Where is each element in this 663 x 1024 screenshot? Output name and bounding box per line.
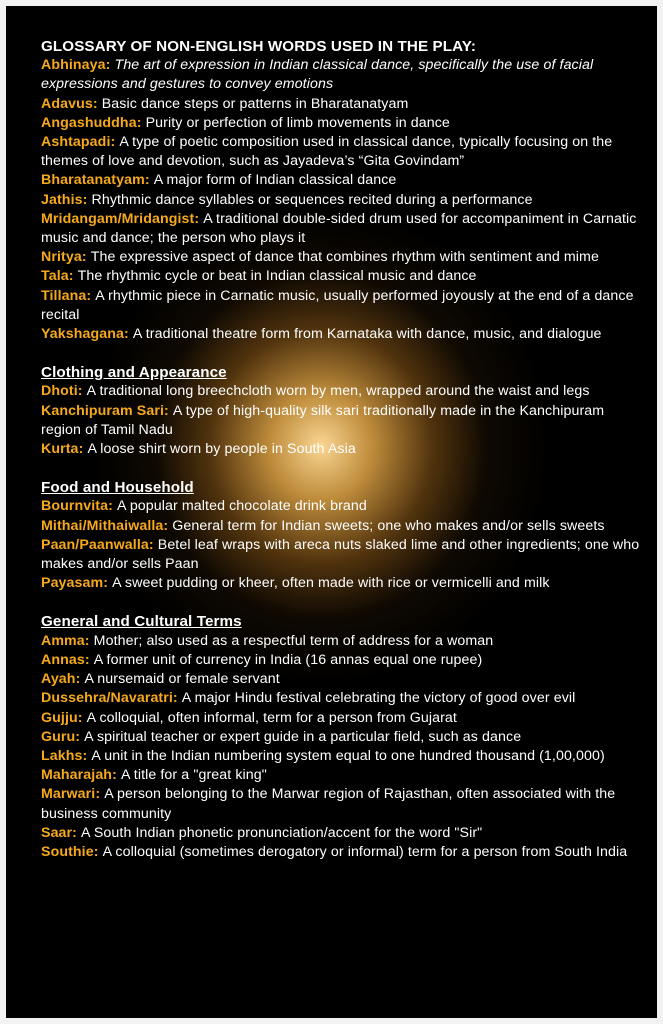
glossary-term: Abhinaya <box>41 57 106 74</box>
term-separator: : <box>72 824 82 841</box>
glossary-definition: A major form of Indian classical dance <box>153 172 397 189</box>
glossary-term: Kanchipuram Sari <box>41 402 165 419</box>
term-separator: : <box>68 268 78 285</box>
section-clothing-and-appearance <box>41 363 641 459</box>
glossary-entry-jathis <box>41 191 641 210</box>
glossary-entry-ayah <box>41 670 641 689</box>
glossary-definition: A unit in the Indian numbering system equal to one hundred thousand (1,00,000) <box>91 747 605 764</box>
glossary-term: Payasam <box>41 575 104 592</box>
glossary-definition: A nursemaid or female servant <box>84 671 280 688</box>
term-separator: : <box>81 249 91 266</box>
glossary-entry-bharatanatyam <box>41 171 641 190</box>
glossary-term: Lakhs <box>41 747 83 764</box>
term-separator: : <box>95 786 105 803</box>
glossary-entry-mithai-mithaiwalla <box>41 517 641 536</box>
glossary-entry-annas <box>41 651 641 670</box>
section-heading: Clothing and Appearance <box>41 364 227 382</box>
glossary-entry-dhoti <box>41 382 641 401</box>
glossary-entry-adavus <box>41 95 641 114</box>
glossary-definition: The rhythmic cycle or beat in Indian classical music and dance <box>77 268 477 285</box>
glossary-entry-lakhs <box>41 747 641 766</box>
glossary-term: Bharatanatyam <box>41 172 145 189</box>
glossary-definition: Basic dance steps or patterns in Bharatanatyam <box>101 95 409 112</box>
term-separator: : <box>105 57 115 74</box>
term-separator: : <box>112 767 121 784</box>
glossary-definition: A person belonging to the Marwar region of Rajasthan, often associated with the business community <box>41 786 616 822</box>
term-separator: : <box>93 843 103 860</box>
glossary-definition: A traditional theatre form from Karnataka with dance, music, and dialogue <box>132 326 602 343</box>
glossary-entry-marwari <box>41 785 641 823</box>
glossary-term: Paan/Paanwalla <box>41 536 149 553</box>
glossary-definition: The art of expression in Indian classical dance, specifically the use of facial expressions and gestures to convey emotions <box>41 57 594 93</box>
term-separator: : <box>148 536 158 553</box>
glossary-definition: A type of high-quality silk sari traditionally made in the Kanchipuram region of Tamil Nadu <box>41 402 605 438</box>
term-separator: : <box>86 287 96 304</box>
glossary-definition: A former unit of currency in India (16 annas equal one rupee) <box>93 651 483 668</box>
glossary-term: Guru <box>41 728 76 745</box>
term-separator: : <box>77 709 87 726</box>
glossary-term: Amma <box>41 632 85 649</box>
glossary-definition: Rhythmic dance syllables or sequences recited during a performance <box>91 191 533 208</box>
term-separator: : <box>78 441 88 458</box>
glossary-definition: A traditional double-sided drum used for accompaniment in Carnatic music and dance; the person who plays it <box>41 210 637 247</box>
glossary-entry-amma <box>41 632 641 651</box>
term-separator: : <box>144 172 154 189</box>
page-title: GLOSSARY OF NON-ENGLISH WORDS USED IN THE PLAY: <box>41 38 477 55</box>
glossary-definition: General term for Indian sweets; one who makes and/or sells sweets <box>172 517 605 534</box>
glossary-entry-tala <box>41 267 641 286</box>
glossary-entry-guru <box>41 728 641 747</box>
term-separator: : <box>84 651 94 668</box>
glossary-definition: A spiritual teacher or expert guide in a particular field, such as dance <box>84 728 522 745</box>
glossary-entry-mridangam-mridangist <box>41 210 641 248</box>
glossary-definition: The expressive aspect of dance that combines rhythm with sentiment and mime <box>90 249 599 266</box>
term-separator: : <box>163 517 173 534</box>
glossary-term: Saar <box>41 824 73 841</box>
section-food-and-household <box>41 478 641 593</box>
glossary-term: Jathis <box>41 191 83 208</box>
term-separator: : <box>75 671 85 688</box>
glossary-definition: Purity or perfection of limb movements in dance <box>145 114 450 131</box>
glossary-definition: A major Hindu festival celebrating the victory of good over evil <box>181 690 576 707</box>
glossary-entry-abhinaya <box>41 56 641 94</box>
glossary-entry-gujju <box>41 709 641 728</box>
glossary-definition: A popular malted chocolate drink brand <box>117 498 367 515</box>
glossary-definition: A rhythmic piece in Carnatic music, usually performed joyously at the end of a dance recital <box>41 287 634 323</box>
term-separator: : <box>124 326 133 343</box>
glossary-definition: A type of poetic composition used in classical dance, typically focusing on the themes of love and devotion, such as Jayadeva’s “Gita Govindam” <box>41 134 613 170</box>
glossary-definition: A title for a "great king" <box>120 767 267 784</box>
section-dance-terms <box>41 56 641 344</box>
glossary-term: Annas <box>41 651 85 668</box>
glossary-definition: A South Indian phonetic pronunciation/accent for the word "Sir" <box>81 824 483 841</box>
term-separator: : <box>82 191 92 208</box>
glossary-definition: Betel leaf wraps with areca nuts slaked lime and other ingredients; one who makes and/or sells Paan <box>41 536 640 573</box>
section-general-and-cultural-terms <box>41 612 641 862</box>
glossary-entry-yakshagana <box>41 325 641 344</box>
glossary-term: Adavus <box>41 95 93 112</box>
glossary-entry-bournvita <box>41 497 641 516</box>
section-heading: General and Cultural Terms <box>41 613 242 631</box>
glossary-entry-angashuddha <box>41 114 641 133</box>
glossary-definition: A colloquial, often informal, term for a person from Gujarat <box>86 709 457 726</box>
term-separator: : <box>164 402 173 419</box>
glossary-term: Kurta <box>41 441 79 458</box>
glossary-definition: A traditional long breechcloth worn by men, wrapped around the waist and legs <box>86 383 590 400</box>
glossary-entry-payasam <box>41 574 641 593</box>
glossary-definition: A sweet pudding or kheer, often made with rice or vermicelli and milk <box>112 575 550 592</box>
glossary-entry-paan-paanwalla <box>41 536 641 574</box>
term-separator: : <box>110 134 120 151</box>
glossary-term: Mithai/Mithaiwalla <box>41 517 164 534</box>
glossary-entry-tillana <box>41 287 641 325</box>
glossary-entry-southie <box>41 843 641 862</box>
glossary-sections <box>41 56 641 862</box>
term-separator: : <box>75 728 85 745</box>
glossary-entry-kanchipuram-sari <box>41 402 641 440</box>
glossary-entry-kurta <box>41 440 641 459</box>
term-separator: : <box>103 575 113 592</box>
glossary-definition: A loose shirt worn by people in South Asia <box>87 441 356 458</box>
term-separator: : <box>108 498 117 515</box>
glossary-term: Gujju <box>41 709 78 726</box>
term-separator: : <box>136 114 146 131</box>
glossary-entry-dussehra-navaratri <box>41 689 641 708</box>
term-separator: : <box>77 383 87 400</box>
glossary-definition: Mother; also used as a respectful term of address for a woman <box>93 632 494 649</box>
glossary-term: Dussehra/Navaratri <box>41 690 173 707</box>
glossary-term: Angashuddha <box>41 114 137 131</box>
section-heading: Food and Household <box>41 479 194 497</box>
glossary-term: Southie <box>41 843 94 860</box>
glossary-term: Nritya <box>41 249 82 266</box>
glossary-term: Dhoti <box>41 383 78 400</box>
glossary-term: Yakshagana <box>41 326 125 343</box>
glossary-definition: A colloquial (sometimes derogatory or informal) term for a person from South India <box>102 843 628 860</box>
glossary-term: Mridangam/Mridangist <box>41 210 195 227</box>
term-separator: : <box>84 632 94 649</box>
term-separator: : <box>92 95 102 112</box>
glossary-term: Tala <box>41 268 69 285</box>
glossary-term: Tillana <box>41 287 87 304</box>
glossary-term: Ayah <box>41 671 76 688</box>
glossary-content <box>41 37 641 862</box>
glossary-term: Ashtapadi <box>41 134 111 151</box>
glossary-term: Marwari <box>41 786 96 803</box>
term-separator: : <box>172 690 182 707</box>
glossary-entry-ashtapadi <box>41 133 641 171</box>
glossary-entry-maharajah <box>41 766 641 785</box>
glossary-entry-nritya <box>41 248 641 267</box>
glossary-term: Bournvita <box>41 498 109 515</box>
glossary-entry-saar <box>41 824 641 843</box>
term-separator: : <box>194 210 204 227</box>
term-separator: : <box>82 747 92 764</box>
glossary-term: Maharajah <box>41 767 113 784</box>
